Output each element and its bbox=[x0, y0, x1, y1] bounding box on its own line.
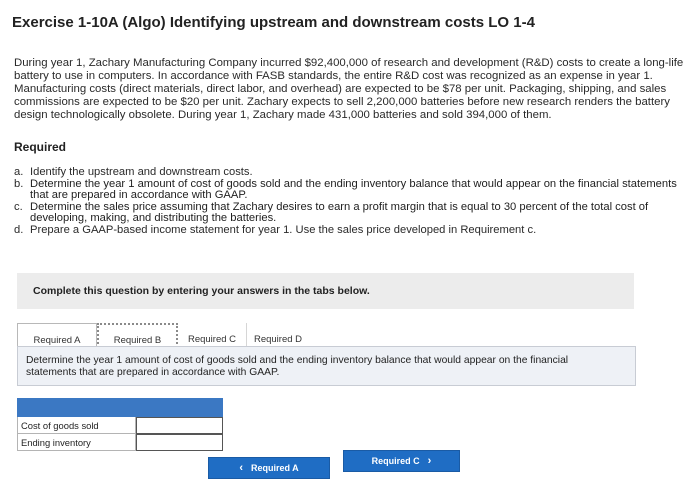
tab-required-c[interactable]: Required C bbox=[178, 323, 246, 356]
exercise-title: Exercise 1-10A (Algo) Identifying upstream and downstream costs LO 1-4 bbox=[12, 14, 535, 31]
table-row bbox=[17, 434, 224, 451]
required-heading: Required bbox=[14, 140, 67, 154]
requirements-list bbox=[14, 167, 690, 237]
tab-required-d[interactable]: Required D bbox=[246, 323, 309, 356]
requirement-a bbox=[14, 167, 690, 179]
row-label: Cost of goods sold bbox=[17, 417, 136, 434]
requirement-letter: d. bbox=[14, 223, 24, 236]
next-tab-label: Required C bbox=[371, 456, 420, 466]
requirement-d bbox=[14, 225, 690, 237]
requirement-text: Determine the year 1 amount of cost of goods sold and the ending inventory balance that would appear on the financial statements that are prepared in accordance with GAAP. bbox=[30, 177, 677, 202]
intro-line: commissions are expected to be $20 per unit. Zachary expects to sell 2,200,000 batteries before new research renders the battery bbox=[14, 96, 670, 108]
tab-required-a[interactable]: Required A bbox=[17, 323, 97, 356]
problem-description bbox=[14, 57, 686, 122]
chevron-right-icon: › bbox=[427, 455, 432, 467]
requirement-letter: c. bbox=[14, 200, 23, 213]
answer-table bbox=[17, 398, 224, 451]
requirement-text: Prepare a GAAP-based income statement for year 1. Use the sales price developed in Requirement c. bbox=[30, 223, 537, 236]
table-row bbox=[17, 417, 224, 434]
requirement-letter: b. bbox=[14, 177, 24, 190]
ending-inventory-input[interactable] bbox=[136, 434, 223, 451]
prev-tab-button[interactable] bbox=[208, 457, 330, 479]
requirement-letter: a. bbox=[14, 166, 24, 178]
instructions-banner bbox=[17, 273, 634, 309]
requirement-c bbox=[14, 202, 690, 225]
prev-tab-label: Required A bbox=[251, 463, 299, 473]
requirement-text: Determine the sales price assuming that Zachary desires to earn a profit margin that is equal to 30 percent of the total cost of developing, making, and distributing the batteries. bbox=[30, 200, 649, 225]
tab-required-b[interactable]: Required B bbox=[97, 323, 178, 356]
intro-line: battery to use in computers. In accordance with FASB standards, the entire R&D cost was recognized as an expense in year 1. bbox=[14, 70, 653, 82]
chevron-left-icon: ‹ bbox=[239, 462, 243, 474]
answer-table-header bbox=[17, 398, 223, 417]
intro-line: design technologically obsolete. During year 1, Zachary made 431,000 batteries and sold 394,000 of them. bbox=[14, 109, 552, 121]
tab-panel bbox=[17, 346, 636, 386]
panel-instruction: Determine the year 1 amount of cost of goods sold and the ending inventory balance that would appear on the financial statements that are prepared in accordance with GAAP. bbox=[26, 355, 569, 378]
intro-line: During year 1, Zachary Manufacturing Company incurred $92,400,000 of research and development (R&D) costs to create a long-life bbox=[14, 57, 684, 69]
instructions-text: Complete this question by entering your answers in the tabs below. bbox=[33, 285, 370, 297]
row-label: Ending inventory bbox=[17, 434, 136, 451]
cost-of-goods-sold-input[interactable] bbox=[136, 417, 223, 434]
requirement-b bbox=[14, 179, 690, 202]
next-tab-button[interactable] bbox=[343, 450, 460, 472]
requirement-text: Identify the upstream and downstream costs. bbox=[30, 166, 253, 178]
intro-line: Manufacturing costs (direct materials, direct labor, and overhead) are expected to be $78 per unit. Packaging, shipping, and sales bbox=[14, 83, 667, 95]
